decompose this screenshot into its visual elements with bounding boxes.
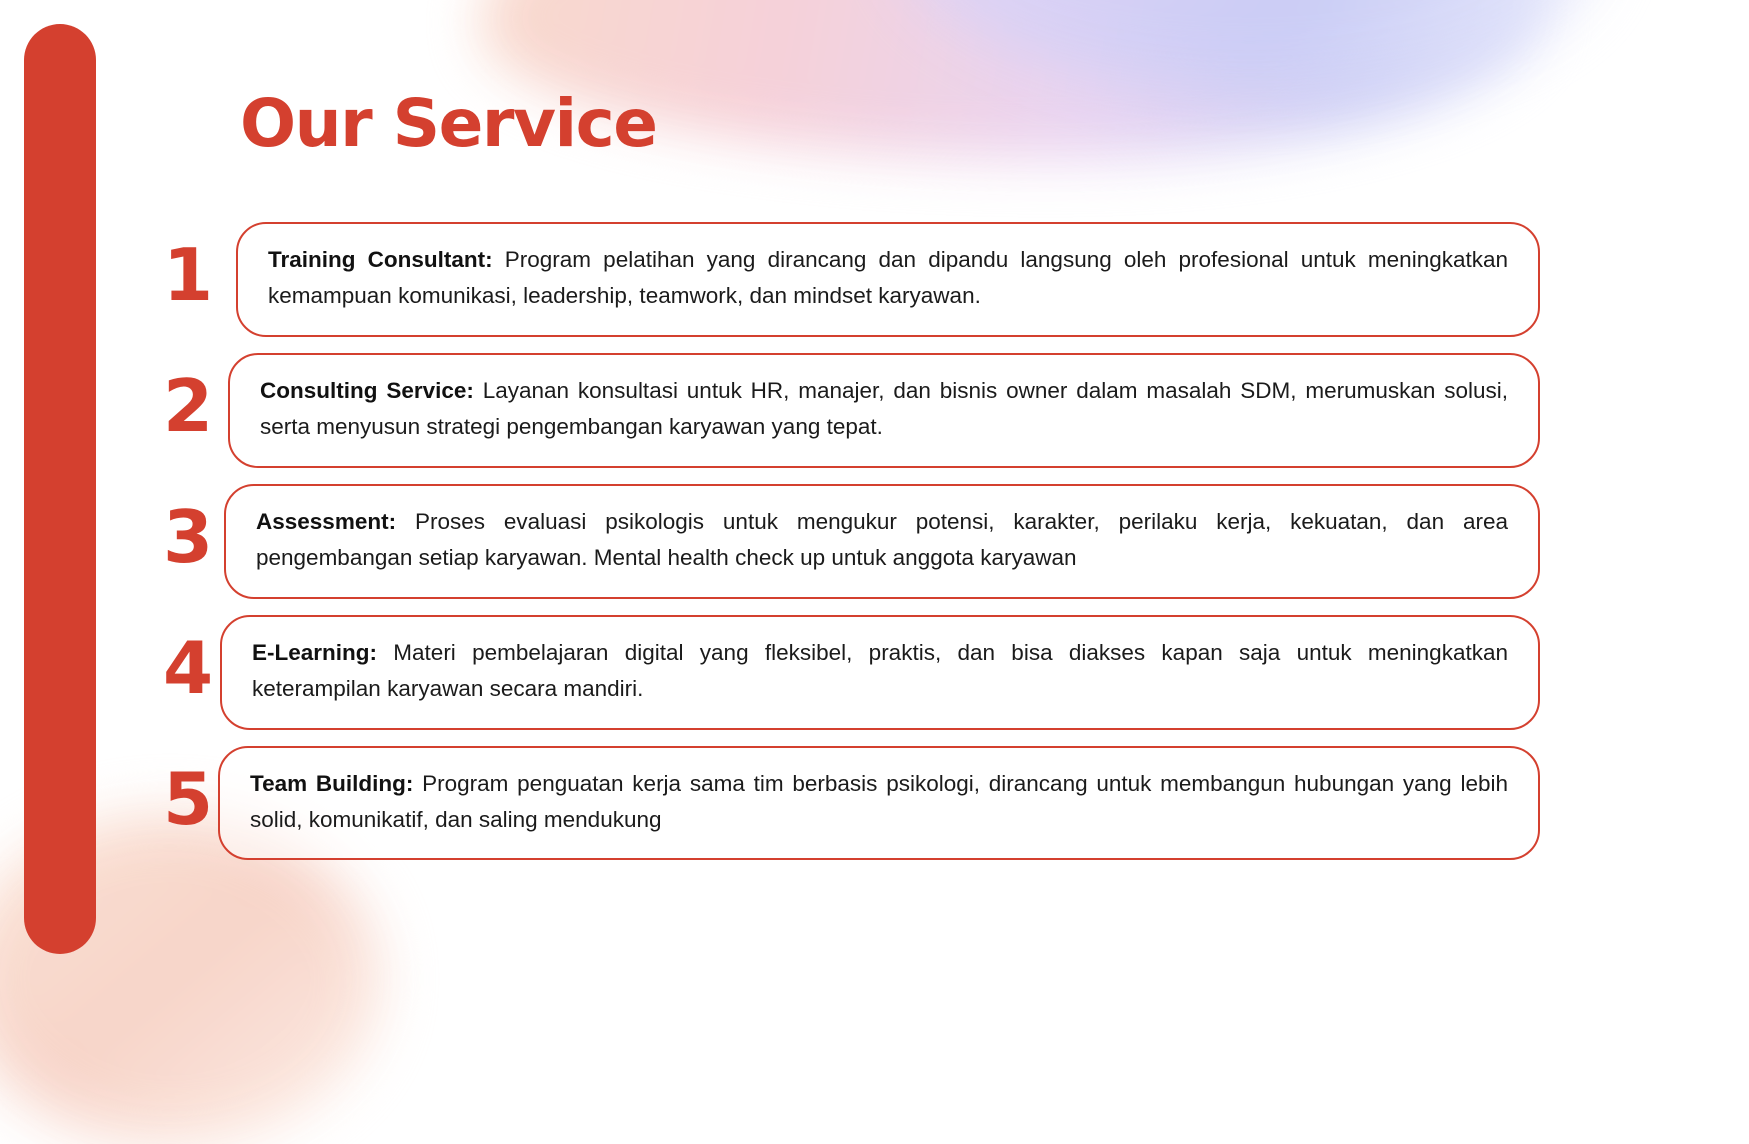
list-item xyxy=(140,746,1540,861)
service-term: Team Building xyxy=(250,770,406,796)
item-number: 5 xyxy=(162,756,214,841)
service-card[interactable] xyxy=(218,746,1540,861)
service-description: Program penguatan kerja sama tim berbasis psikologi, dirancang untuk membangun hubungan yang lebih solid, komunikatif, dan saling mendukung xyxy=(250,770,1508,832)
service-card[interactable] xyxy=(228,353,1540,468)
list-item xyxy=(140,353,1540,468)
list-item xyxy=(140,222,1540,337)
service-separator: : xyxy=(388,508,397,534)
service-description: Materi pembelajaran digital yang fleksibel, praktis, dan bisa diakses kapan saja untuk meningkatkan keterampilan karyawan secara mandiri. xyxy=(252,639,1508,702)
service-separator: : xyxy=(405,770,414,796)
service-card[interactable] xyxy=(236,222,1540,337)
item-number: 3 xyxy=(162,495,214,580)
slide-content xyxy=(140,0,1720,984)
service-text xyxy=(252,635,1508,708)
item-number: 1 xyxy=(162,233,214,318)
service-card[interactable] xyxy=(220,615,1540,730)
service-text xyxy=(268,242,1508,315)
item-number: 2 xyxy=(162,364,214,449)
service-separator: : xyxy=(485,247,493,272)
service-term: Consulting Service xyxy=(260,377,467,403)
list-item xyxy=(140,484,1540,599)
service-text xyxy=(256,504,1508,577)
service-description: Program pelatihan yang dirancang dan dipandu langsung oleh profesional untuk meningkatkan kemampuan komunikasi, leadership, teamwork, dan mindset karyawan. xyxy=(268,247,1509,309)
service-text xyxy=(250,766,1508,839)
left-accent-bar xyxy=(24,24,96,954)
list-item xyxy=(140,615,1540,730)
item-number: 4 xyxy=(162,626,214,711)
service-description: Layanan konsultasi untuk HR, manajer, dan bisnis owner dalam masalah SDM, merumuskan solusi, serta menyusun strategi pengembangan karyawan yang tepat. xyxy=(260,377,1509,440)
service-separator: : xyxy=(369,639,378,665)
service-card[interactable] xyxy=(224,484,1540,599)
service-text xyxy=(260,373,1508,446)
page-title: Our Service xyxy=(240,85,657,162)
service-term: Assessment xyxy=(256,508,389,534)
service-separator: : xyxy=(466,377,474,403)
service-term: E-Learning xyxy=(252,639,370,665)
service-description: Proses evaluasi psikologis untuk mengukur potensi, karakter, perilaku kerja, kekuatan, dan area pengembangan setiap karyawan. Mental health check up untuk anggota karyawan xyxy=(256,508,1508,571)
service-list xyxy=(140,222,1540,876)
service-term: Training Consultant xyxy=(268,247,486,272)
